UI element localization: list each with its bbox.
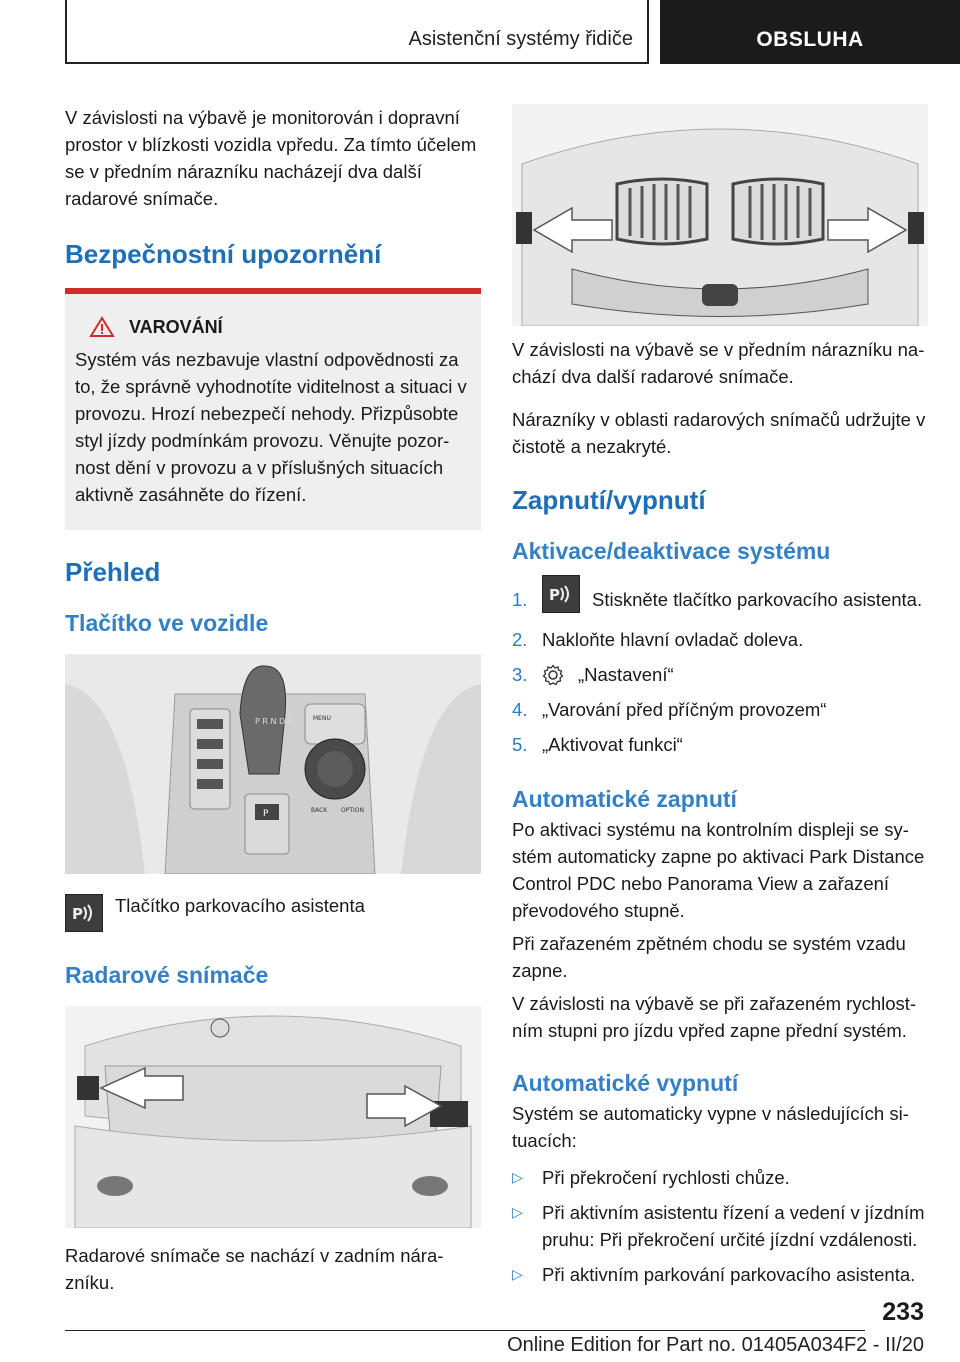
step-text: Nakloňte hlavní ovladač doleva. xyxy=(542,628,804,650)
auto-off-heading: Automatické vypnutí xyxy=(512,1070,739,1096)
step-4 xyxy=(512,692,928,727)
step-text: „Aktivovat funkci“ xyxy=(542,733,683,755)
keep-clean-paragraph: Nárazníky v oblasti radarových snímačů udržujte v čistotě a nezakryté. xyxy=(512,409,926,457)
step-text: Stiskněte tlačítko parkovacího asistenta. xyxy=(592,589,923,610)
warning-box xyxy=(65,294,481,530)
warning-text: Systém vás nezbavuje vlastní odpovědnosti za to, že správně vyhodnotíte viditelnost a situaci v provozu. Hrozí nebezpečí nehody. Přizpůsobte styl jízdy podmínkám provozu. Věnujte pozornost dění v provozu a v příslušných situacích aktivně zasáhněte do řízení. xyxy=(75,349,467,505)
auto-off-list xyxy=(512,1164,928,1288)
auto-on-heading: Automatické zapnutí xyxy=(512,786,737,812)
bullet-triangle-icon: ▷ xyxy=(512,1204,523,1220)
footer-rule xyxy=(65,1330,865,1331)
step-5 xyxy=(512,727,928,762)
list-item-text: Při aktivním parkování parkovacího asistenta. xyxy=(542,1264,916,1285)
front-bumper-illustration xyxy=(512,104,928,326)
auto-off-intro: Systém se automaticky vypne v následujících situacích: xyxy=(512,1103,909,1151)
button-caption-row xyxy=(65,894,481,932)
onoff-heading: Zapnutí/vypnutí xyxy=(512,485,706,515)
page-header xyxy=(65,0,960,64)
console-illustration xyxy=(65,654,481,874)
step-number: 3. xyxy=(512,663,528,685)
button-caption: Tlačítko parkovacího asistenta xyxy=(115,895,365,916)
button-in-vehicle-heading: Tlačítko ve vozidle xyxy=(65,610,269,636)
console-image xyxy=(65,654,481,874)
list-item-text: Při překročení rychlosti chůze. xyxy=(542,1167,790,1188)
park-key-label: P xyxy=(263,809,269,819)
list-item xyxy=(512,1199,928,1253)
list-item-text: Při aktivním asistentu řízení a vedení v jízdním pruhu: Při překročení určité jízdní vzdálenosti. xyxy=(542,1202,925,1250)
settings-gear-icon xyxy=(542,664,564,686)
radar-caption: Radarové snímače se nachází v zadním nárazníku. xyxy=(65,1245,444,1293)
edition-text: Online Edition for Part no. 01405A034F2 - II/20 xyxy=(507,1334,924,1356)
step-number: 2. xyxy=(512,628,528,650)
activation-heading: Aktivace/deaktivace systému xyxy=(512,538,831,564)
step-3 xyxy=(512,657,928,692)
list-item xyxy=(512,1261,928,1288)
bullet-triangle-icon: ▷ xyxy=(512,1169,523,1185)
auto-on-paragraph-2: Při zařazeném zpětném chodu se systém vzadu zapne. xyxy=(512,933,906,981)
step-number: 5. xyxy=(512,733,528,755)
svg-text:P: P xyxy=(72,905,83,923)
list-item xyxy=(512,1164,928,1191)
overview-heading: Přehled xyxy=(65,557,161,587)
page-number: 233 xyxy=(882,1298,924,1326)
warning-title-row xyxy=(75,316,471,338)
header-tab-label: OBSLUHA xyxy=(756,28,864,51)
step-text: „Varování před příčným provozem“ xyxy=(542,698,827,720)
header-section-title: Asistenční systémy řidiče xyxy=(408,28,633,50)
safety-heading: Bezpečnostní upozornění xyxy=(65,239,382,269)
right-column xyxy=(512,104,928,1296)
warning-triangle-icon xyxy=(89,316,115,338)
step-1 xyxy=(512,578,928,622)
rear-bumper-image xyxy=(65,1006,481,1228)
activation-steps xyxy=(512,578,928,762)
bullet-triangle-icon: ▷ xyxy=(512,1266,523,1282)
header-tab xyxy=(660,0,960,64)
park-assist-icon xyxy=(65,894,103,932)
radar-sensors-heading: Radarové snímače xyxy=(65,962,269,988)
step-number: 4. xyxy=(512,698,528,720)
front-caption: V závislosti na výbavě se v předním nárazníku nachází dva další radarové snímače. xyxy=(512,339,925,387)
back-key-label: BACK xyxy=(311,807,328,814)
front-bumper-image xyxy=(512,104,928,326)
header-section xyxy=(65,0,649,64)
gear-shift-label: P R N D S xyxy=(255,717,293,726)
left-column xyxy=(65,96,481,1296)
intro-paragraph: V závislosti na výbavě je monitorován i dopravní prostor v blízkosti vozidla vpředu. Za tímto účelem se v předním nárazníku nacházejí dva další radarové snímače. xyxy=(65,107,477,209)
rear-bumper-illustration xyxy=(65,1006,481,1228)
warning-title: VAROVÁNÍ xyxy=(129,316,223,337)
step-text: „Nastavení“ xyxy=(578,663,674,685)
auto-on-paragraph-1: Po aktivaci systému na kontrolním displeji se systém automaticky zapne po aktivaci Park Distance Control PDC nebo Panorama View a zařazení převodového stupně. xyxy=(512,819,925,921)
svg-text:P: P xyxy=(549,586,560,604)
step-number: 1. xyxy=(512,589,528,610)
menu-key-label: MENU xyxy=(313,715,331,722)
park-assist-icon xyxy=(542,575,580,613)
auto-on-paragraph-3: V závislosti na výbavě se při zařazeném rychlostním stupni pro jízdu vpřed zapne přední systém. xyxy=(512,993,917,1041)
step-2 xyxy=(512,622,928,657)
option-key-label: OPTION xyxy=(341,807,364,814)
